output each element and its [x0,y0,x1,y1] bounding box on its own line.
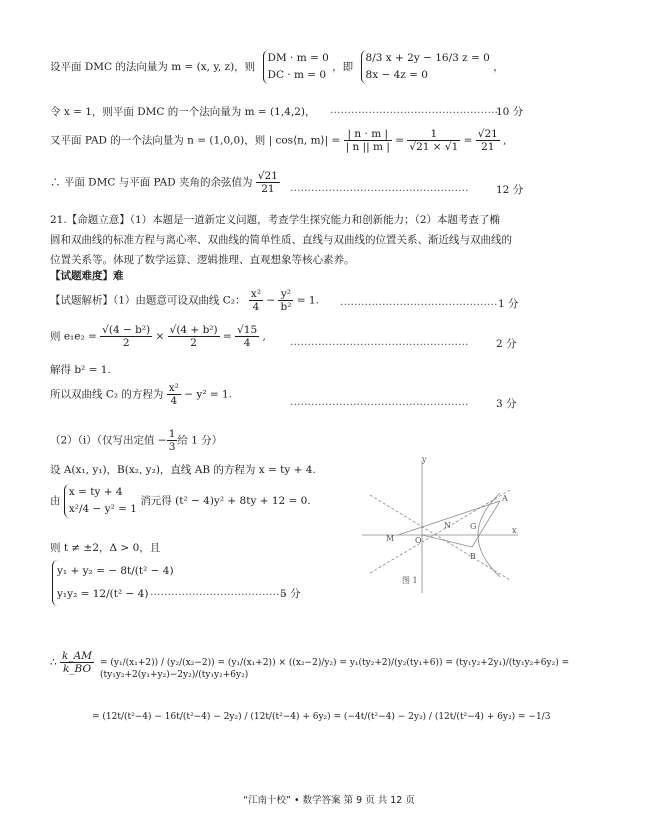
equation-system-line-hyperbola [64,484,137,518]
text-namely: ，即 [332,60,354,73]
line-line-ab: 设 A(x₁, y₁)，B(x₂, y₂)，直线 AB 的方程为 x = ty + 4. [50,464,316,476]
figure-label-y: y [422,455,427,464]
fraction-num: √(4 − b²) [102,324,151,336]
line-cos-angle: 又平面 PAD 的一个法向量为 n = (1,0,0)，则 | cos⟨n, m⟩| = $\frac{| n \cdot m |}{| n || m |}$ = $\frac{1}{√21 \times √1}$ = $\frac{√21}{21}$ , [50,128,507,154]
score-10: 10 分 [496,106,524,118]
figure-label-n: N [444,521,451,530]
equation-k-ratio-step2: = (12t/(t²−4) − 16t/(t²−4) − 2y₂) / (12t/(t²−4) + 6y₂) = (−4t/(t²−4) − 2y₂) / (12t/(t²−4) + 6y₂) = −1/3 [92,712,551,722]
eq-coord-1: 8/3 x + 2y − 16/3 z = 0 [365,52,490,64]
text-cos-result: ∴ 平面 DMC 与平面 PAD 夹角的余弦值为 [50,176,253,189]
text-cos-intro: 又平面 PAD 的一个法向量为 n = (1,0,0)，则 | cos⟨n, m⟩| = [50,134,341,147]
fraction-den: 4 [252,301,260,314]
line-ob [422,535,472,547]
fraction-num: √(4 + b²) [169,324,218,336]
dots-score-3: …………………………………………… [290,396,469,408]
fraction-den: 21 [481,141,495,154]
text-from: 由 [50,494,61,507]
text-normal-vector-intro: 设平面 DMC 的法向量为 m = (x, y, z)，则 [50,60,256,73]
fraction-den: 21 [261,183,275,196]
fraction-k-ratio [60,650,94,675]
q21-intent-line-1: 21.【命题立意】（1）本题是一道新定义问题，考查学生探究能力和创新能力；（2）本题考查了椭 [50,214,501,226]
fraction-den: k_BO [62,663,92,676]
line-k-ratio [50,650,94,675]
text-equals-one: = 1. [296,294,319,307]
q21-intent-line-2: 圆和双曲线的标准方程与离心率、双曲线的简单性质、直线与双曲线的位置关系、渐近线与双曲线的 [50,234,512,246]
figure-label-b: B [470,552,476,561]
fraction-num: √21 [257,170,278,182]
text-equation-is: 所以双曲线 C₂ 的方程为 [50,388,164,401]
page-footer: “江南十校” • 数学答案 第 9 页 共 12 页 [243,795,415,806]
fraction-x2-4b [167,382,181,407]
score-5: 5 分 [280,588,301,600]
fraction-cos-2 [407,128,460,153]
line-let-x [50,104,315,119]
text-solution-intro: 【试题解析】（1）由题意可设双曲线 C₂： [50,294,246,307]
fraction-cos-3 [476,128,500,153]
equation-system-vectors [263,50,329,84]
fraction-den: | n || m | [345,141,390,154]
text-eliminate: 消元得 (t² − 4)y² + 8ty + 12 = 0. [140,494,311,507]
figure-label-a: A [502,494,508,503]
fraction-cos-result [256,170,280,195]
fraction-num: y² [278,288,293,301]
dots-score-1: ……………………………………… [340,296,498,308]
eq-dm-dot-m: DM · m = 0 [267,52,329,64]
eq-coord-2: 8x − 4z = 0 [365,68,428,81]
equation-system-coords [361,50,490,84]
dots-score-12: …………………………………………… [290,182,469,194]
equation-system-vieta [52,560,174,606]
fraction-den: 2 [122,337,130,350]
fraction-den: √21 × √1 [409,141,459,154]
fraction-x2-4 [249,288,263,313]
text-comma: ， [493,60,504,73]
asymptote-2 [370,490,510,573]
q21-intent-line-3: 位置关系等。体现了数学运算、逻辑推理、直观想象等核心素养。 [50,254,355,266]
line-part2-note [50,428,222,453]
text-part2: （2）（i）（仅写出定值 − [50,434,167,447]
figure-label-x: x [512,526,517,535]
fraction-num: √15 [237,324,258,336]
line-cos-result [50,170,280,195]
text-let-x: 令 x = 1，则平面 DMC 的一个法向量为 m = (1,4,2)， [50,106,316,118]
equation-k-ratio-step1: = (y₁/(x₁+2)) / (y₂/(x₂−2)) = (y₁/(x₁+2)) × ((x₂−2)/y₂) = y₁(ty₂+2)/(y₂(ty₁+6)) = (ty₁y₂+2y₁)/(ty₁y₂+6y₂) = (ty₁y₂+2(y₁+y₂)−2y₂)/(ty₁y₂+6y₂) [100,658,570,680]
line-eliminate [50,484,311,518]
fraction-e1 [100,324,152,349]
figure-caption: 图 1 [402,576,418,585]
fraction-den: 2 [190,337,197,350]
fraction-sqrt15-4 [235,324,259,349]
fraction-num: 1 [407,128,460,141]
fraction-e2 [168,324,220,349]
fraction-cos-1 [344,128,392,153]
eq-hyperbola: x²/4 − y² = 1 [68,502,137,515]
fraction-den: 3 [168,441,176,454]
fraction-den: 4 [243,337,251,350]
score-2: 2 分 [496,338,517,350]
eq-dc-dot-m: DC · m = 0 [267,68,327,81]
line-normal-vector-dmc [50,50,504,84]
figure-label-o: O [415,536,422,545]
eq-product-roots: y₁y₂ = 12/(t² − 4) [57,588,149,601]
dots-score-2: …………………………………………… [290,336,469,348]
fraction-num: x² [168,382,179,394]
dots-score-10: ………………………………………… [330,104,498,116]
fraction-den: b² [280,301,292,314]
text-minus-y2: − y² = 1. [184,388,233,401]
fraction-num: 1 [168,428,176,440]
fraction-num: x² [250,288,261,300]
score-12: 12 分 [496,184,524,196]
fraction-num: k_AM [62,650,92,662]
eq-sum-roots: y₁ + y₂ = − 8t/(t² − 4) [57,565,174,577]
text-therefore: ∴ [50,656,57,669]
line-conditions: 则 t ≠ ±2，Δ > 0，且 [50,542,161,554]
dots-score-5: ………………………………… [150,586,287,598]
line-hyperbola-equation [50,382,232,407]
fraction-num: | n · m | [344,128,392,141]
eq-line: x = ty + 4 [68,486,123,498]
text-give-point: 给 1 分） [177,434,223,447]
line-b-squared: 解得 b² = 1. [50,364,111,376]
figure-label-m: M [386,534,395,543]
fraction-num: √21 [477,128,498,140]
text-e1e2: 则 e₁e₂ = [50,330,97,343]
vieta-system [52,560,174,606]
score-3: 3 分 [496,398,517,410]
figure-label-g: G [470,522,477,531]
fraction-one-third [167,428,178,453]
line-eccentricity: 则 e₁e₂ = $\frac{\text{√(4 − b²)}}{2}$ × $\frac{\text{√(4 + b²)}}{2}$ = $\frac{√15}{4}$ , [50,324,266,350]
difficulty-label: 【试题难度】难 [50,270,124,282]
fraction-y2-b2 [278,288,293,313]
score-1: 1 分 [498,298,519,310]
line-hyperbola-setup: 【试题解析】（1）由题意可设双曲线 C₂： $\frac{\text{x²}}{4}$ − $\frac{\text{y²}}{\text{b²}}$ = 1. [50,288,319,314]
fraction-den: 4 [170,395,178,408]
figure-hyperbola [360,455,520,595]
